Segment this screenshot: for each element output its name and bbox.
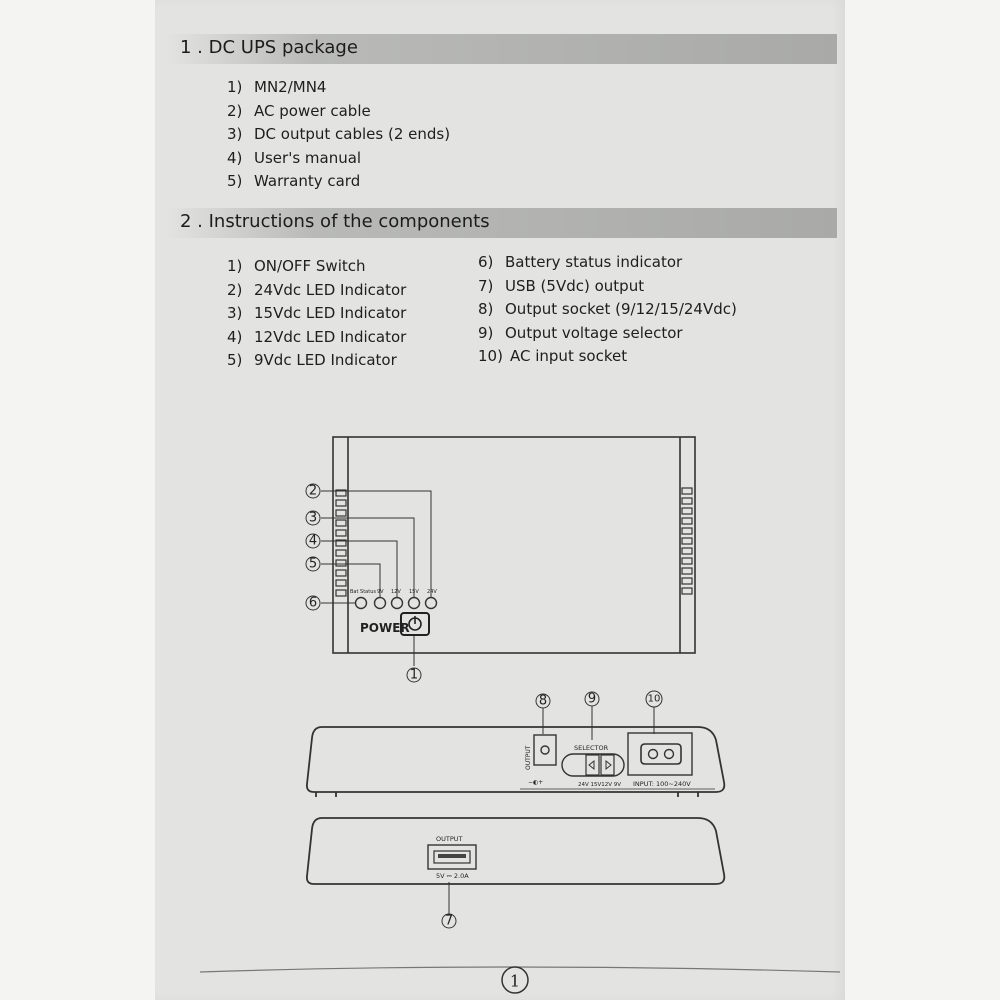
selector-voltage-labels: 24V 15V12V 9V bbox=[578, 782, 622, 788]
dc-output-socket bbox=[534, 735, 556, 765]
led-label-bat-status: Bat Status bbox=[350, 589, 376, 595]
callout-9: 9 bbox=[587, 691, 597, 707]
led-label-24v: 24V bbox=[427, 589, 437, 595]
callout-10: 10 bbox=[647, 693, 661, 705]
ac-input-panel bbox=[628, 733, 692, 775]
list-item: 9) Output voltage selector bbox=[478, 323, 683, 342]
led-label-15v: 15V bbox=[409, 589, 419, 595]
ac-pin-right-icon bbox=[665, 750, 674, 759]
ac-pin-left-icon bbox=[649, 750, 658, 759]
callout-7: 7 bbox=[444, 913, 454, 929]
list-item: 10) AC input socket bbox=[478, 347, 628, 365]
callout-3: 3 bbox=[308, 510, 318, 526]
selector-knob-right bbox=[601, 755, 614, 775]
callout-1: 1 bbox=[409, 667, 419, 683]
list-item: 5) Warranty card bbox=[227, 172, 361, 190]
dc-jack-icon bbox=[541, 746, 549, 754]
led-9v bbox=[375, 598, 386, 609]
selector-knob-left bbox=[586, 755, 599, 775]
right-vent-slots bbox=[682, 488, 692, 594]
led-24v bbox=[426, 598, 437, 609]
device-side-view bbox=[307, 818, 724, 884]
selector-left-arrow-icon bbox=[589, 761, 594, 769]
callout-2: 2 bbox=[308, 483, 318, 499]
list-item: 1) ON/OFF Switch bbox=[227, 257, 366, 275]
callout-5: 5 bbox=[308, 556, 318, 572]
list-item: 3) 15Vdc LED Indicator bbox=[227, 304, 407, 322]
led-bat-status bbox=[356, 598, 367, 609]
led-label-12v: 12V bbox=[391, 589, 401, 595]
polarity-label: −◐+ bbox=[528, 779, 544, 786]
dc-output-label: OUTPUT bbox=[525, 745, 532, 770]
callout-markers bbox=[306, 484, 662, 929]
led-15v bbox=[409, 598, 420, 609]
selector-right-arrow-icon bbox=[606, 761, 611, 769]
page-number: 1 bbox=[509, 971, 521, 991]
side-body-outline bbox=[307, 818, 724, 884]
list-item: 3) DC output cables (2 ends) bbox=[227, 125, 451, 143]
list-item: 1) MN2/MN4 bbox=[227, 78, 327, 96]
ac-input-label: INPUT: 100~240V bbox=[633, 780, 691, 788]
section-2-title: 2 . Instructions of the components bbox=[180, 211, 490, 232]
led-12v bbox=[392, 598, 403, 609]
list-item: 4) 12Vdc LED Indicator bbox=[227, 327, 407, 346]
usb-contact bbox=[438, 854, 466, 858]
callout-8: 8 bbox=[538, 693, 548, 709]
section-1-title: 1 . DC UPS package bbox=[180, 37, 358, 58]
list-item: 5) 9Vdc LED Indicator bbox=[227, 351, 397, 369]
list-item: 2) 24Vdc LED Indicator bbox=[227, 280, 407, 299]
callout-leader-lines bbox=[321, 491, 431, 666]
power-label: POWER bbox=[360, 621, 410, 635]
usb-rating-label: 5V ⎓ 2.0A bbox=[436, 872, 469, 880]
list-item: 7) USB (5Vdc) output bbox=[478, 276, 645, 295]
list-item: 4) User's manual bbox=[227, 148, 362, 167]
left-vent-slots bbox=[336, 490, 346, 596]
led-label-9v: 9V bbox=[377, 589, 384, 595]
callout-4: 4 bbox=[308, 533, 318, 549]
list-item: 6) Battery status indicator bbox=[478, 253, 683, 271]
voltage-selector bbox=[562, 754, 624, 776]
ac-input-socket bbox=[641, 744, 681, 764]
list-item: 8) Output socket (9/12/15/24Vdc) bbox=[478, 300, 737, 318]
usb-output-label: OUTPUT bbox=[436, 835, 463, 843]
callout-6: 6 bbox=[308, 595, 318, 611]
selector-label: SELECTOR bbox=[574, 744, 609, 752]
list-item: 2) AC power cable bbox=[227, 101, 371, 120]
